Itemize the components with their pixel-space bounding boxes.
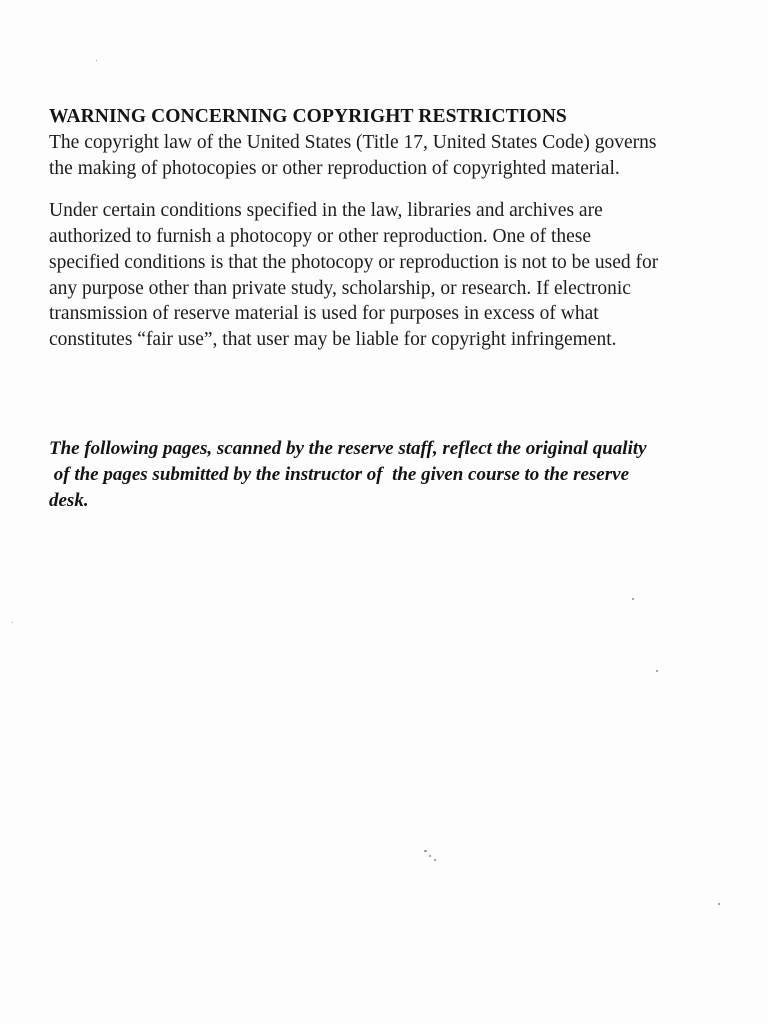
scan-speck bbox=[12, 622, 13, 623]
text-line: desk. bbox=[49, 490, 89, 511]
scan-speck bbox=[429, 855, 431, 857]
text-line: The copyright law of the United States (Title 17, United States Code) governs bbox=[49, 132, 657, 153]
notice-paragraph-law bbox=[49, 130, 749, 181]
copyright-notice bbox=[49, 104, 749, 353]
text-line: specified conditions is that the photocopy or reproduction is not to be used for bbox=[49, 251, 659, 273]
text-line: authorized to furnish a photocopy or other reproduction. One of these bbox=[49, 226, 592, 248]
reserve-desk-note bbox=[49, 436, 749, 514]
notice-heading: WARNING CONCERNING COPYRIGHT RESTRICTIONS bbox=[49, 106, 567, 127]
text-line: constitutes “fair use”, that user may be liable for copyright infringement. bbox=[49, 328, 617, 350]
text-line: any purpose other than private study, scholarship, or research. If electronic bbox=[49, 277, 631, 299]
scan-speck bbox=[96, 60, 97, 61]
text-line: Under certain conditions specified in the law, libraries and archives are bbox=[49, 200, 603, 222]
text-line: of the pages submitted by the instructor of the given course to the reserve bbox=[49, 464, 630, 485]
scan-speck bbox=[424, 850, 427, 852]
text-line: The following pages, scanned by the reserve staff, reflect the original quality bbox=[49, 438, 647, 459]
scan-speck bbox=[718, 903, 720, 905]
scan-speck bbox=[656, 670, 658, 672]
text-line: the making of photocopies or other reproduction of copyrighted material. bbox=[49, 157, 620, 179]
scan-speck bbox=[434, 859, 436, 861]
scan-speck bbox=[632, 598, 634, 600]
text-line: transmission of reserve material is used for purposes in excess of what bbox=[49, 303, 599, 325]
notice-paragraph-conditions bbox=[49, 198, 749, 352]
